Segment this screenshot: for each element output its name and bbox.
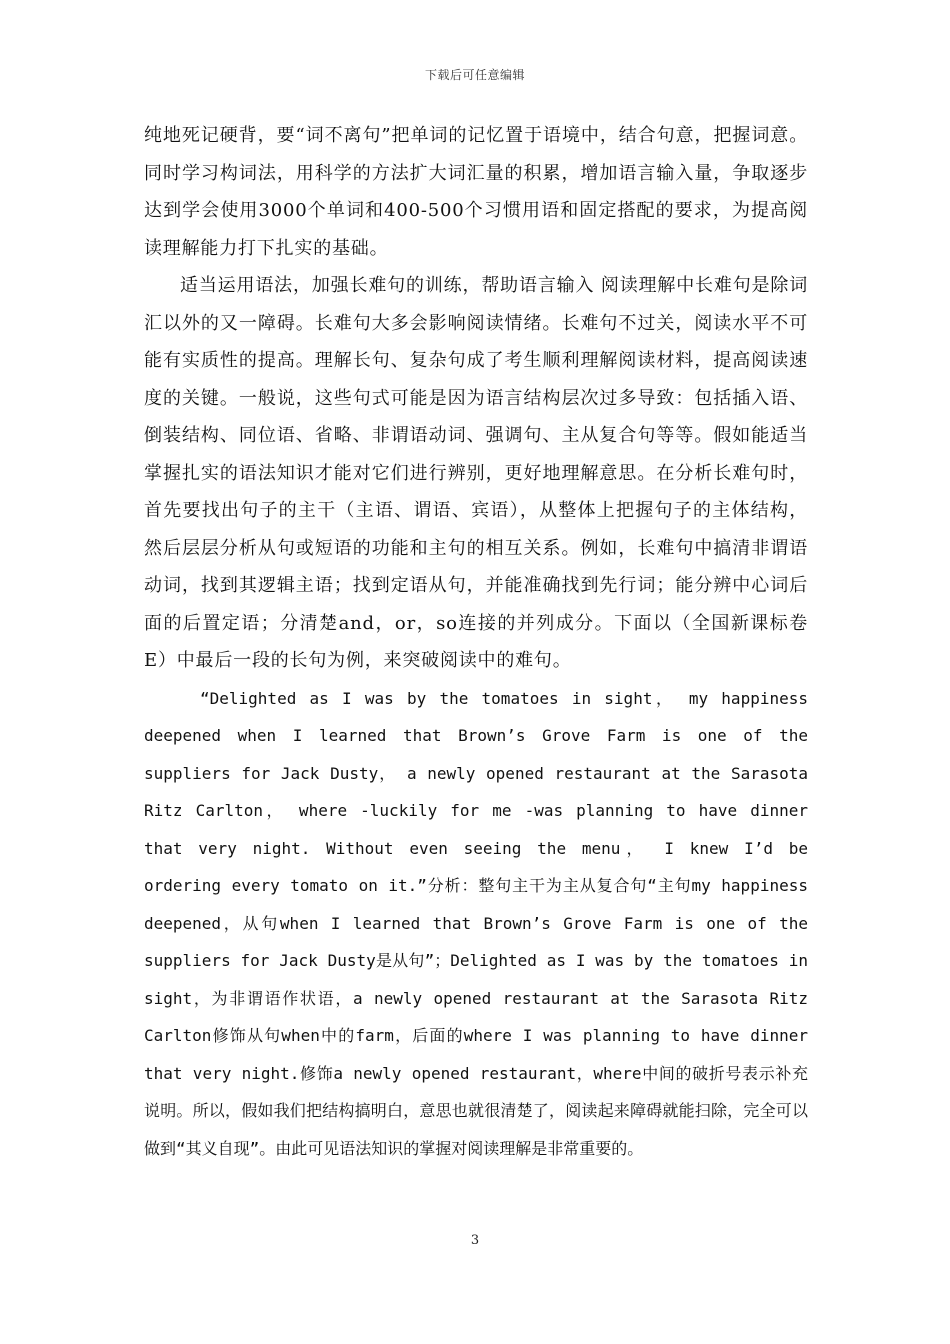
document-body xyxy=(144,117,808,1167)
paragraph-example-sentence: “Delighted as I was by the tomatoes in sight， my happiness deepened when I learned that Brown’s Grove Farm is one of the suppliers for Jack Dusty， a newly opened restaurant at the Sarasota Ritz Carlton， where -luckily for me -was planning to have dinner that very night. Without even seeing the menu， I knew I’d be ordering every tomato on it.”分析：整句主干为主从复合句“主句my happiness deepened，从句when I learned that Brown’s Grove Farm is one of the suppliers for Jack Dusty是从句”；Delighted as I was by the tomatoes in sight，为非谓语作状语，a newly opened restaurant at the Sarasota Ritz Carlton修饰从句when中的farm，后面的where I was planning to have dinner that very night.修饰a newly opened restaurant，where中间的破折号表示补充说明。所以，假如我们把结构搞明白，意思也就很清楚了，阅读起来障碍就能扫除，完全可以做到“其义自现”。由此可见语法知识的掌握对阅读理解是非常重要的。 xyxy=(144,688,808,1158)
paragraph-grammar: 适当运用语法，加强长难句的训练，帮助语言输入 阅读理解中长难句是除词汇以外的又一障碍。长难句大多会影响阅读情绪。长难句不过关，阅读水平不可能有实质性的提高。理解长句、复杂句成了考生顺利理解阅读材料，提高阅读速度的关键。一般说，这些句式可能是因为语言结构层次过多导致：包括插入语、倒装结构、同位语、省略、非谓语动词、强调句、主从复合句等等。假如能适当掌握扎实的语法知识才能对它们进行辨别，更好地理解意思。在分析长难句时，首先要找出句子的主干（主语、谓语、宾语），从整体上把握句子的主体结构，然后层层分析从句或短语的功能和主句的相互关系。例如，长难句中搞清非谓语动词，找到其逻辑主语；找到定语从句，并能准确找到先行词；能分辨中心词后面的后置定语；分清楚and，or，so连接的并列成分。下面以（全国新课标卷 E）中最后一段的长句为例，来突破阅读中的难句。 xyxy=(144,275,808,671)
paragraph-vocabulary: 纯地死记硬背，要“词不离句”把单词的记忆置于语境中，结合句意，把握词意。同时学习构词法，用科学的方法扩大词汇量的积累，增加语言输入量，争取逐步达到学会使用3000个单词和400-500个习惯用语和固定搭配的要求，为提高阅读理解能力打下扎实的基础。 xyxy=(144,125,808,259)
page-number: 3 xyxy=(470,1233,480,1248)
page-header: 下载后可任意编辑 xyxy=(424,68,525,82)
